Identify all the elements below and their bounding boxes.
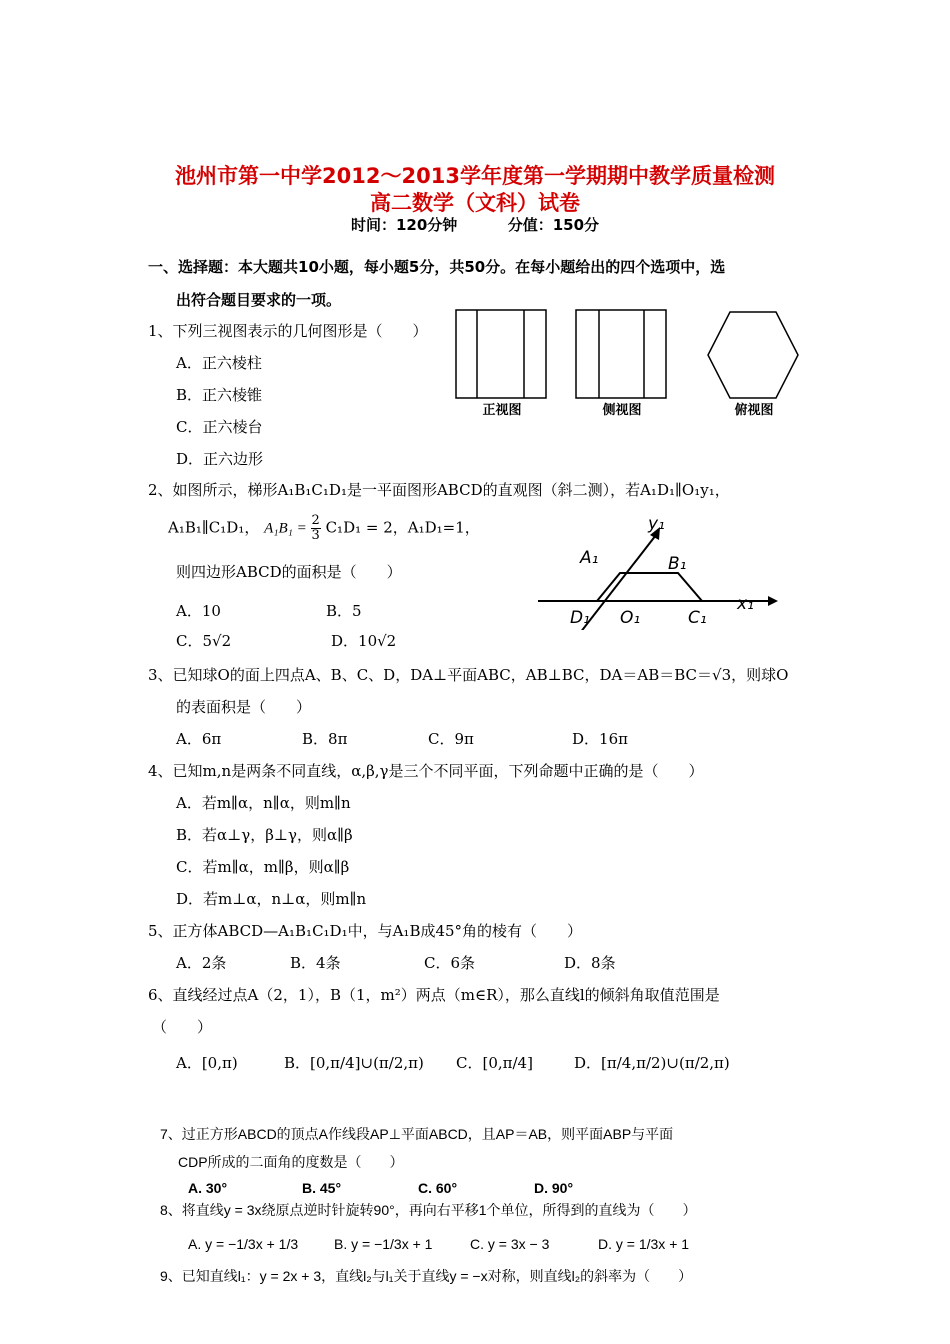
q3-option-b: B．8π [302,730,348,748]
q5-option-c: C．6条 [424,954,476,972]
label-x1: x₁ [737,594,754,614]
q1-text: 1、下列三视图表示的几何图形是（ ） [148,322,428,340]
q4-option-a: A．若m∥α，n∥α，则m∥n [176,794,351,812]
q1-option-c: C．正六棱台 [176,418,263,436]
q3-text: 3、已知球O的面上四点A、B、C、D，DA⊥平面ABC，AB⊥BC，DA＝AB＝BC＝√3，则球O [148,666,789,684]
q8-option-a: A. y = −1/3x + 1/3 [188,1236,299,1252]
trapezoid [597,573,702,601]
label-o1: O₁ [620,608,641,628]
q7-option-a: A. 30° [188,1180,228,1196]
trapezoid-figure [530,505,785,630]
q2-line2 [168,514,480,543]
x-axis-arrow [768,596,778,606]
q5-text: 5、正方体ABCD—A₁B₁C₁D₁中，与A₁B成45°角的棱有（ ） [148,922,583,940]
three-view-figure [440,300,820,425]
label-y1: y₁ [648,514,665,534]
q2-option-d: D．10√2 [331,632,397,650]
q6-line2: （ ） [152,1018,213,1036]
q3-option-c: C．9π [428,730,474,748]
q8-option-d: D. y = 1/3x + 1 [598,1236,690,1252]
q4-option-b: B．若α⊥γ，β⊥γ，则α∥β [176,826,353,844]
q3-option-d: D．16π [572,730,628,748]
q2-text: 2、如图所示，梯形A₁B₁C₁D₁是一平面图形ABCD的直观图（斜二测），若A₁D₁∥O₁y₁， [148,481,730,499]
q2-line3: 则四边形ABCD的面积是（ ） [176,563,402,581]
label-b1: B₁ [668,554,687,574]
q4-option-c: C．若m∥α，m∥β，则α∥β [176,858,350,876]
q6-text: 6、直线经过点A（2，1），B（1，m²）两点（m∈R），那么直线l的倾斜角取值范围是 [148,986,720,1004]
q3-option-a: A．6π [176,730,222,748]
q7-text: 7、过正方形ABCD的顶点A作线段AP⊥平面ABCD，且AP＝AB，则平面ABP与平面 [160,1126,674,1142]
q4-option-d: D．若m⊥α，n⊥α，则m∥n [176,890,367,908]
q7-option-d: D. 90° [534,1180,574,1196]
q7-option-c: C. 60° [418,1180,458,1196]
top-view-label: 俯视图 [734,403,774,418]
q2-line2b: A₁B₁ = [264,520,311,537]
q5-option-a: A．2条 [176,954,227,972]
score-info: 分值：150分 [507,216,600,234]
section-heading-cont: 出符合题目要求的一项。 [176,291,342,309]
q1-option-a: A．正六棱柱 [176,354,262,372]
front-view [456,310,546,398]
front-view-label: 正视图 [482,403,522,418]
side-view-label: 侧视图 [602,403,642,418]
q1-option-b: B．正六棱锥 [176,386,263,404]
q4-text: 4、已知m,n是两条不同直线，α,β,γ是三个不同平面，下列命题中正确的是（ ） [148,762,704,780]
exam-info [0,214,950,235]
q8-option-b: B. y = −1/3x + 1 [334,1236,433,1252]
q8-text: 8、将直线y = 3x绕原点逆时针旋转90°，再向右平移1个单位，所得到的直线为（ ） [160,1202,697,1218]
section-heading: 一、选择题：本大题共10小题，每小题5分，共50分。在每小题给出的四个选项中，选 [148,258,726,276]
q2-option-a: A．10 [176,602,221,620]
q6-option-b: B．[0,π/4]∪(π/2,π) [284,1054,424,1072]
q2-option-c: C．5√2 [176,632,232,650]
q6-option-c: C．[0,π/4] [456,1054,533,1072]
q2-line2c: C₁D₁ = 2，A₁D₁=1， [325,518,480,537]
q9-text: 9、已知直线l₁：y = 2x + 3，直线l₂与l₁关于直线y = −x对称，则直线l₂的斜率为（ ） [160,1268,693,1284]
q6-option-d: D．[π/4,π/2)∪(π/2,π) [574,1054,730,1072]
q1-option-d: D．正六边形 [176,450,264,468]
time-info: 时间：120分钟 [350,216,458,234]
q5-option-d: D．8条 [564,954,616,972]
q2-option-b: B．5 [326,602,362,620]
fraction-two-thirds: $\frac{2}{3}$ [311,513,320,543]
page-subtitle: 高二数学（文科）试卷 [370,191,580,215]
side-view [576,310,666,398]
top-view-hexagon [708,312,798,398]
q7-line2: CDP所成的二面角的度数是（ ） [178,1154,404,1170]
q7-option-b: B. 45° [302,1180,342,1196]
label-a1: A₁ [580,548,599,568]
q3-line2: 的表面积是（ ） [176,698,312,716]
q5-option-b: B．4条 [290,954,341,972]
label-d1: D₁ [570,608,590,628]
q2-line2a: A₁B₁∥C₁D₁， [168,518,260,537]
q6-option-a: A．[0,π) [176,1054,238,1072]
label-c1: C₁ [688,608,707,628]
page-title: 池州市第一中学2012～2013学年度第一学期期中教学质量检测 [175,164,775,188]
q8-option-c: C. y = 3x − 3 [470,1236,550,1252]
